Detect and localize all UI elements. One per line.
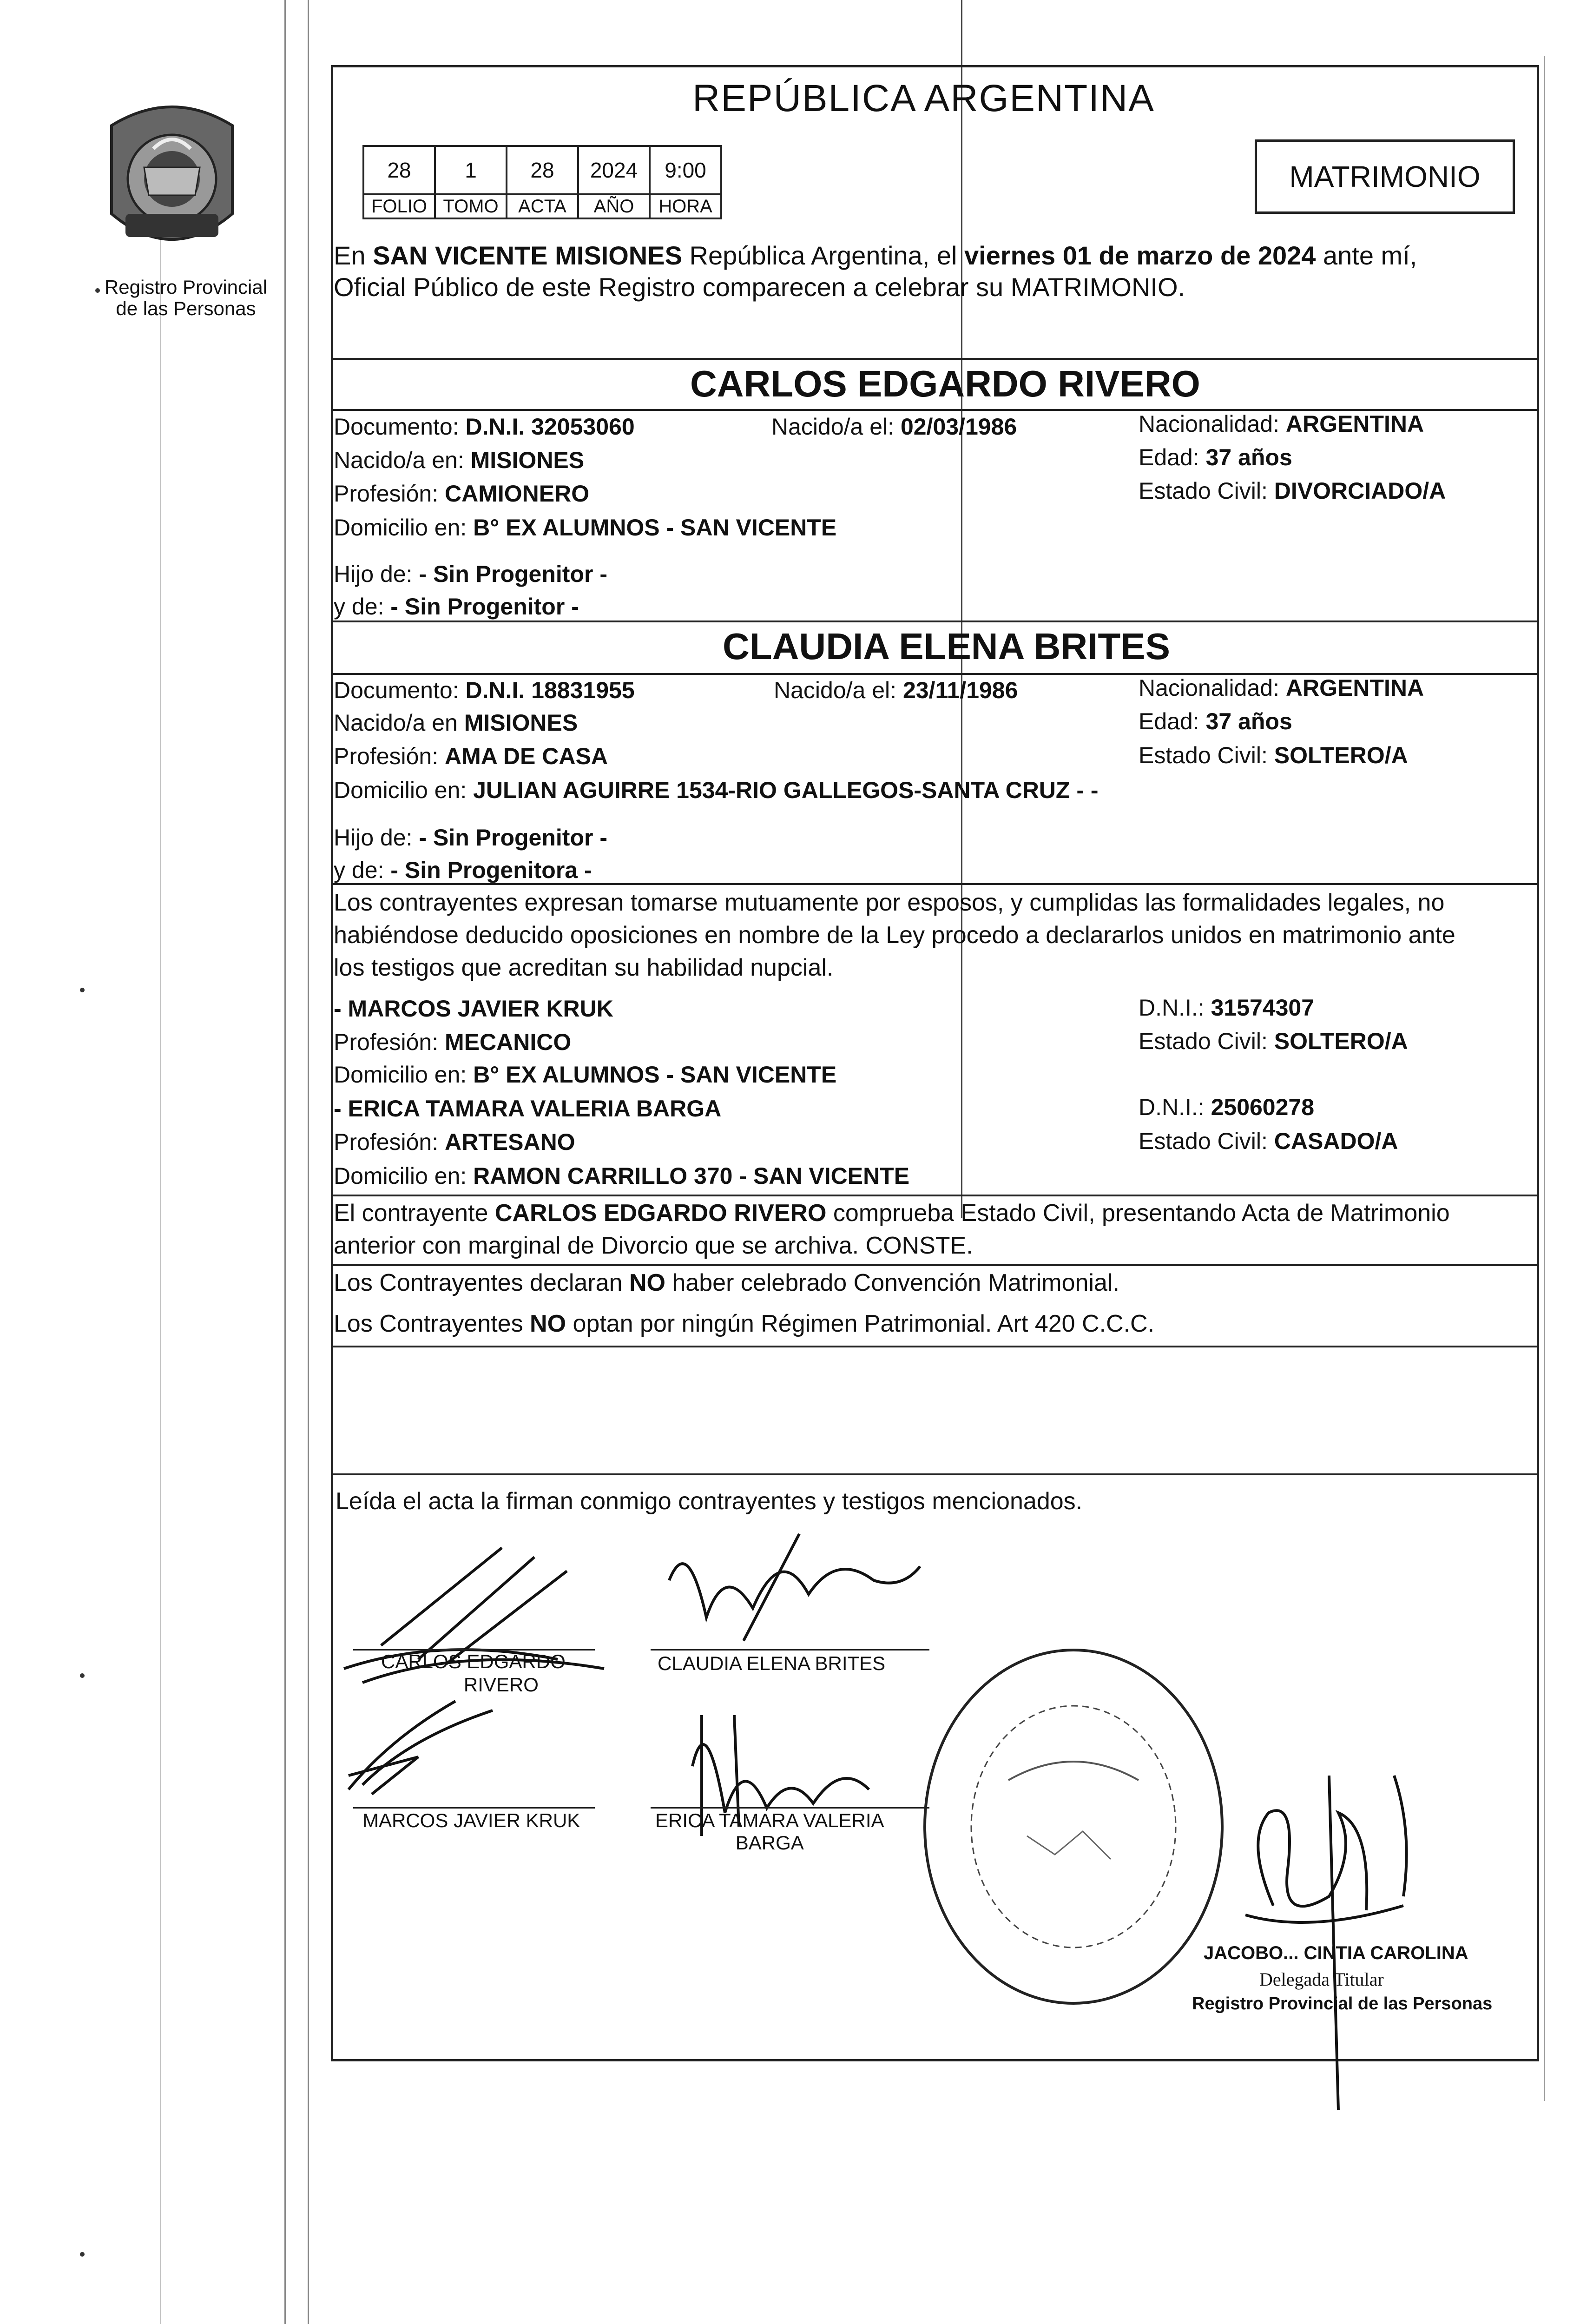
spouse2-parent2: y de: - Sin Progenitora -: [334, 857, 592, 883]
scan-speck: [80, 988, 85, 992]
spouse1-birthdate: Nacido/a el: 02/03/1986: [771, 414, 1017, 440]
witness2-profession: Profesión: ARTESANO: [334, 1129, 575, 1155]
scan-speck: [80, 1673, 85, 1678]
folio-value: 28: [363, 146, 435, 194]
civil-status-note-line-2: anterior con marginal de Divorcio que se archiva. CONSTE.: [334, 1232, 973, 1259]
signature-marcos-scribble: [335, 1683, 530, 1803]
tomo-label: TOMO: [435, 194, 507, 218]
section-divider: [331, 1195, 1539, 1196]
declaration-line-1: Los contrayentes expresan tomarse mutuamente por esposos, y cumplidas las formalidades legales, no: [334, 889, 1445, 916]
registry-reference-table: [362, 145, 722, 219]
official-organization: Registro Provincial de las Personas: [1192, 1994, 1493, 2014]
right-margin-rule: [1544, 56, 1545, 2101]
acta-label: ACTA: [507, 194, 578, 218]
page-title: REPÚBLICA ARGENTINA: [692, 77, 1155, 119]
hour-value: 9:00: [650, 146, 721, 194]
section-divider: [331, 883, 1539, 885]
spouse2-domicile: Domicilio en: JULIAN AGUIRRE 1534-RIO GALLEGOS-SANTA CRUZ - -: [334, 777, 1099, 803]
witness1-profession: Profesión: MECANICO: [334, 1029, 572, 1055]
logo-caption: Registro Provincial de las Personas: [104, 276, 268, 319]
spouse2-age: Edad: 37 años: [1139, 708, 1292, 734]
intro-line-2: Oficial Público de este Registro comparecen a celebrar su MATRIMONIO.: [334, 272, 1185, 302]
section-divider: [331, 1473, 1539, 1475]
section-divider: [331, 358, 1539, 360]
section-divider: [331, 1346, 1539, 1347]
year-value: 2024: [578, 146, 650, 194]
spouse2-profession: Profesión: AMA DE CASA: [334, 743, 608, 769]
convention-line: Los Contrayentes declaran NO haber celebrado Convención Matrimonial.: [334, 1269, 1119, 1296]
signature-claudia-scribble: [660, 1525, 939, 1664]
spouse1-name: CARLOS EDGARDO RIVERO: [690, 363, 1200, 404]
witness1-domicile: Domicilio en: B° EX ALUMNOS - SAN VICENTE: [334, 1062, 837, 1088]
spouse1-parent1: Hijo de: - Sin Progenitor -: [334, 561, 607, 587]
civil-status-note-line-1: El contrayente CARLOS EDGARDO RIVERO comprueba Estado Civil, presentando Acta de Matrimonio: [334, 1200, 1450, 1227]
tomo-value: 1: [435, 146, 507, 194]
spouse1-parent2: y de: - Sin Progenitor -: [334, 594, 579, 620]
regime-line: Los Contrayentes NO optan por ningún Régimen Patrimonial. Art 420 C.C.C.: [334, 1310, 1155, 1337]
signature-label-marcos: MARCOS JAVIER KRUK: [362, 1809, 580, 1831]
acta-value: 28: [507, 146, 578, 194]
signature-label-carlos: CARLOS EDGARDO RIVERO: [381, 1651, 566, 1696]
witness1-name: - MARCOS JAVIER KRUK: [334, 996, 613, 1022]
section-divider: [331, 1264, 1539, 1266]
spouse1-nationality: Nacionalidad: ARGENTINA: [1139, 411, 1424, 437]
witness1-dni: D.N.I.: 31574307: [1139, 995, 1315, 1021]
spouse2-birthplace: Nacido/a en MISIONES: [334, 710, 578, 736]
signature-line: [651, 1649, 929, 1651]
document-type-box: MATRIMONIO: [1255, 139, 1515, 214]
witness2-civil-status: Estado Civil: CASADO/A: [1139, 1128, 1398, 1154]
witness1-civil-status: Estado Civil: SOLTERO/A: [1139, 1028, 1408, 1054]
hour-label: HORA: [650, 194, 721, 218]
spouse2-document: Documento: D.N.I. 18831955: [334, 677, 635, 703]
delegation-seal-stamp: [915, 1641, 1231, 2013]
spouse2-civil-status: Estado Civil: SOLTERO/A: [1139, 742, 1408, 768]
declaration-line-2: habiéndose deducido oposiciones en nombre de la Ley procedo a declararlos unidos en matrimonio ante: [334, 922, 1455, 949]
folio-label: FOLIO: [363, 194, 435, 218]
signature-label-erica: ERICA TAMARA VALERIA BARGA: [655, 1809, 884, 1854]
spouse2-parent1: Hijo de: - Sin Progenitor -: [334, 825, 607, 851]
spouse2-birthdate: Nacido/a el: 23/11/1986: [774, 677, 1018, 703]
witness2-name: - ERICA TAMARA VALERIA BARGA: [334, 1096, 722, 1122]
official-name: JACOBO... CINTIA CAROLINA: [1204, 1943, 1468, 1963]
signature-line: [353, 1807, 595, 1809]
spouse2-name: CLAUDIA ELENA BRITES: [723, 626, 1170, 667]
spouse2-nationality: Nacionalidad: ARGENTINA: [1139, 675, 1424, 701]
province-logo: [93, 98, 251, 265]
witness2-dni: D.N.I.: 25060278: [1139, 1094, 1315, 1120]
signature-label-claudia: CLAUDIA ELENA BRITES: [658, 1652, 886, 1674]
signature-line: [651, 1807, 929, 1809]
declaration-line-3: los testigos que acreditan su habilidad nupcial.: [334, 954, 834, 981]
official-title: Delegada Titular: [1259, 1969, 1384, 1990]
spouse1-domicile: Domicilio en: B° EX ALUMNOS - SAN VICENTE: [334, 515, 837, 541]
spouse1-civil-status: Estado Civil: DIVORCIADO/A: [1139, 478, 1446, 504]
witness2-domicile: Domicilio en: RAMON CARRILLO 370 - SAN VICENTE: [334, 1163, 910, 1189]
scan-speck: [80, 2252, 85, 2257]
intro-line-1: En SAN VICENTE MISIONES República Argentina, el viernes 01 de marzo de 2024 ante mí,: [334, 241, 1417, 270]
closing-statement: Leída el acta la firman conmigo contrayentes y testigos mencionados.: [336, 1488, 1083, 1515]
margin-rule: [284, 0, 286, 2324]
spouse1-birthplace: Nacido/a en: MISIONES: [334, 447, 585, 473]
spouse1-document: Documento: D.N.I. 32053060: [334, 414, 635, 440]
section-divider: [331, 621, 1539, 622]
spouse1-profession: Profesión: CAMIONERO: [334, 481, 590, 507]
spouse1-age: Edad: 37 años: [1139, 444, 1292, 470]
margin-rule: [160, 186, 161, 2324]
year-label: AÑO: [578, 194, 650, 218]
margin-rule: [308, 0, 309, 2324]
